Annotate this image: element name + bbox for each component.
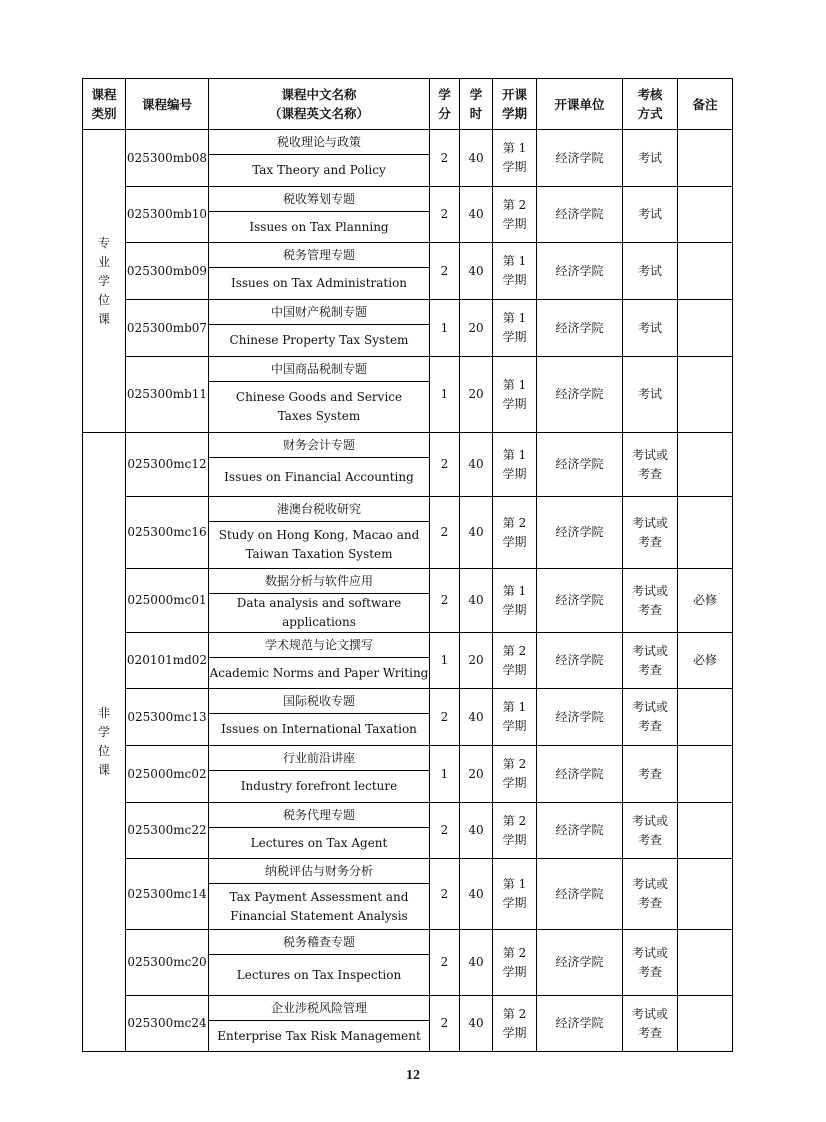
course-code: 025300mc14: [126, 859, 209, 930]
course-term: 第 2 学期: [493, 930, 537, 996]
course-note: [678, 130, 733, 187]
course-name-cn: 国际税收专题: [209, 689, 430, 714]
course-hours: 20: [460, 746, 493, 803]
course-code: 025300mc22: [126, 803, 209, 859]
course-code: 025300mb10: [126, 187, 209, 243]
course-term: 第 2 学期: [493, 746, 537, 803]
course-name-cn: 税收筹划专题: [209, 187, 430, 212]
course-name-en: Data analysis and software applications: [209, 594, 430, 633]
course-code: 025300mb11: [126, 357, 209, 433]
course-note: [678, 689, 733, 746]
course-row: [83, 803, 733, 828]
course-row: [83, 633, 733, 658]
course-credit: 2: [430, 569, 460, 633]
course-note: [678, 930, 733, 996]
course-name-cn: 税务管理专题: [209, 243, 430, 268]
course-unit: 经济学院: [537, 300, 623, 357]
course-unit: 经济学院: [537, 497, 623, 569]
course-credit: 2: [430, 243, 460, 300]
course-name-cn: 税务稽查专题: [209, 930, 430, 955]
course-code: 025300mc20: [126, 930, 209, 996]
course-exam: 考试: [623, 130, 678, 187]
course-hours: 40: [460, 433, 493, 497]
course-name-cn: 财务会计专题: [209, 433, 430, 458]
course-exam: 考试或 考查: [623, 803, 678, 859]
course-name-cn: 数据分析与软件应用: [209, 569, 430, 594]
course-row: [83, 433, 733, 458]
course-name-en: Issues on Financial Accounting: [209, 458, 430, 497]
category-cell: 非 学 位 课: [83, 433, 126, 1052]
page-number: 12: [406, 1068, 420, 1083]
course-unit: 经济学院: [537, 130, 623, 187]
course-name-cn: 纳税评估与财务分析: [209, 859, 430, 884]
course-exam: 考试或 考查: [623, 497, 678, 569]
course-term: 第 2 学期: [493, 996, 537, 1052]
course-credit: 2: [430, 130, 460, 187]
course-exam: 考试或 考查: [623, 633, 678, 689]
course-exam: 考试: [623, 357, 678, 433]
header-category: 课程 类别: [83, 79, 126, 130]
course-term: 第 1 学期: [493, 357, 537, 433]
course-unit: 经济学院: [537, 187, 623, 243]
course-unit: 经济学院: [537, 433, 623, 497]
course-hours: 40: [460, 859, 493, 930]
course-unit: 经济学院: [537, 746, 623, 803]
course-credit: 1: [430, 300, 460, 357]
course-code: 025000mc02: [126, 746, 209, 803]
course-note: 必修: [678, 569, 733, 633]
header-exam: 考核 方式: [623, 79, 678, 130]
course-unit: 经济学院: [537, 243, 623, 300]
course-name-en: Lectures on Tax Inspection: [209, 955, 430, 996]
course-hours: 40: [460, 497, 493, 569]
course-note: [678, 996, 733, 1052]
course-name-en: Chinese Goods and Service Taxes System: [209, 382, 430, 433]
course-exam: 考试或 考查: [623, 433, 678, 497]
course-term: 第 1 学期: [493, 569, 537, 633]
course-note: [678, 433, 733, 497]
course-unit: 经济学院: [537, 633, 623, 689]
course-name-cn: 学术规范与论文撰写: [209, 633, 430, 658]
course-term: 第 2 学期: [493, 187, 537, 243]
course-term: 第 2 学期: [493, 633, 537, 689]
course-credit: 2: [430, 497, 460, 569]
course-hours: 20: [460, 300, 493, 357]
course-credit: 1: [430, 746, 460, 803]
course-note: [678, 243, 733, 300]
course-unit: 经济学院: [537, 357, 623, 433]
course-row: [83, 187, 733, 212]
header-term: 开课 学期: [493, 79, 537, 130]
course-exam: 考试: [623, 300, 678, 357]
course-exam: 考试或 考查: [623, 689, 678, 746]
course-unit: 经济学院: [537, 803, 623, 859]
course-exam: 考试: [623, 187, 678, 243]
course-code: 025300mc24: [126, 996, 209, 1052]
course-unit: 经济学院: [537, 689, 623, 746]
header-credit: 学 分: [430, 79, 460, 130]
course-credit: 2: [430, 433, 460, 497]
course-hours: 40: [460, 689, 493, 746]
course-hours: 40: [460, 130, 493, 187]
course-hours: 40: [460, 243, 493, 300]
course-exam: 考试: [623, 243, 678, 300]
course-term: 第 1 学期: [493, 300, 537, 357]
header-name: 课程中文名称 （课程英文名称）: [209, 79, 430, 130]
course-name-en: Chinese Property Tax System: [209, 325, 430, 357]
course-row: [83, 357, 733, 382]
course-code: 025300mc12: [126, 433, 209, 497]
course-name-cn: 行业前沿讲座: [209, 746, 430, 771]
course-row: [83, 243, 733, 268]
course-unit: 经济学院: [537, 569, 623, 633]
course-name-cn: 中国商品税制专题: [209, 357, 430, 382]
course-term: 第 2 学期: [493, 803, 537, 859]
category-cell: 专 业 学 位 课: [83, 130, 126, 433]
header-note: 备注: [678, 79, 733, 130]
course-note: [678, 746, 733, 803]
course-credit: 2: [430, 930, 460, 996]
course-row: [83, 996, 733, 1021]
course-note: [678, 497, 733, 569]
course-credit: 1: [430, 357, 460, 433]
course-name-cn: 中国财产税制专题: [209, 300, 430, 325]
course-credit: 2: [430, 803, 460, 859]
header-unit: 开课单位: [537, 79, 623, 130]
course-term: 第 1 学期: [493, 689, 537, 746]
course-credit: 2: [430, 859, 460, 930]
course-exam: 考查: [623, 746, 678, 803]
course-unit: 经济学院: [537, 930, 623, 996]
course-code: 025300mb08: [126, 130, 209, 187]
course-row: [83, 930, 733, 955]
course-name-cn: 企业涉税风险管理: [209, 996, 430, 1021]
course-row: [83, 497, 733, 522]
course-code: 020101md02: [126, 633, 209, 689]
course-term: 第 1 学期: [493, 243, 537, 300]
course-row: [83, 859, 733, 884]
course-row: [83, 300, 733, 325]
course-note: [678, 300, 733, 357]
course-name-cn: 港澳台税收研究: [209, 497, 430, 522]
course-note: 必修: [678, 633, 733, 689]
course-term: 第 1 学期: [493, 859, 537, 930]
course-exam: 考试或 考查: [623, 859, 678, 930]
course-code: 025300mc16: [126, 497, 209, 569]
course-hours: 40: [460, 930, 493, 996]
course-credit: 2: [430, 996, 460, 1052]
course-unit: 经济学院: [537, 859, 623, 930]
course-name-en: Issues on Tax Administration: [209, 268, 430, 300]
course-name-en: Enterprise Tax Risk Management: [209, 1021, 430, 1052]
course-hours: 20: [460, 357, 493, 433]
course-note: [678, 187, 733, 243]
course-term: 第 2 学期: [493, 497, 537, 569]
course-hours: 40: [460, 996, 493, 1052]
course-credit: 2: [430, 689, 460, 746]
course-code: 025300mc13: [126, 689, 209, 746]
course-note: [678, 357, 733, 433]
course-exam: 考试或 考查: [623, 930, 678, 996]
course-name-en: Study on Hong Kong, Macao and Taiwan Taxation System: [209, 522, 430, 569]
course-hours: 40: [460, 803, 493, 859]
course-name-cn: 税务代理专题: [209, 803, 430, 828]
course-code: 025300mb09: [126, 243, 209, 300]
course-term: 第 1 学期: [493, 433, 537, 497]
table-body: [83, 130, 733, 1052]
course-note: [678, 859, 733, 930]
course-name-en: Issues on Tax Planning: [209, 212, 430, 243]
course-credit: 1: [430, 633, 460, 689]
course-term: 第 1 学期: [493, 130, 537, 187]
course-table: [82, 78, 733, 1052]
course-name-en: Tax Payment Assessment and Financial Statement Analysis: [209, 884, 430, 930]
course-row: [83, 569, 733, 594]
course-name-en: Academic Norms and Paper Writing: [209, 658, 430, 689]
course-hours: 40: [460, 569, 493, 633]
course-unit: 经济学院: [537, 996, 623, 1052]
course-exam: 考试或 考查: [623, 996, 678, 1052]
course-hours: 40: [460, 187, 493, 243]
course-code: 025300mb07: [126, 300, 209, 357]
course-name-en: Industry forefront lecture: [209, 771, 430, 803]
course-row: [83, 130, 733, 155]
course-credit: 2: [430, 187, 460, 243]
course-name-en: Issues on International Taxation: [209, 714, 430, 746]
course-code: 025000mc01: [126, 569, 209, 633]
course-exam: 考试或 考查: [623, 569, 678, 633]
header-code: 课程编号: [126, 79, 209, 130]
course-row: [83, 689, 733, 714]
course-name-cn: 税收理论与政策: [209, 130, 430, 155]
course-name-en: Tax Theory and Policy: [209, 155, 430, 187]
header-row: [83, 79, 733, 130]
course-name-en: Lectures on Tax Agent: [209, 828, 430, 859]
course-note: [678, 803, 733, 859]
header-hours: 学 时: [460, 79, 493, 130]
course-hours: 20: [460, 633, 493, 689]
course-row: [83, 746, 733, 771]
